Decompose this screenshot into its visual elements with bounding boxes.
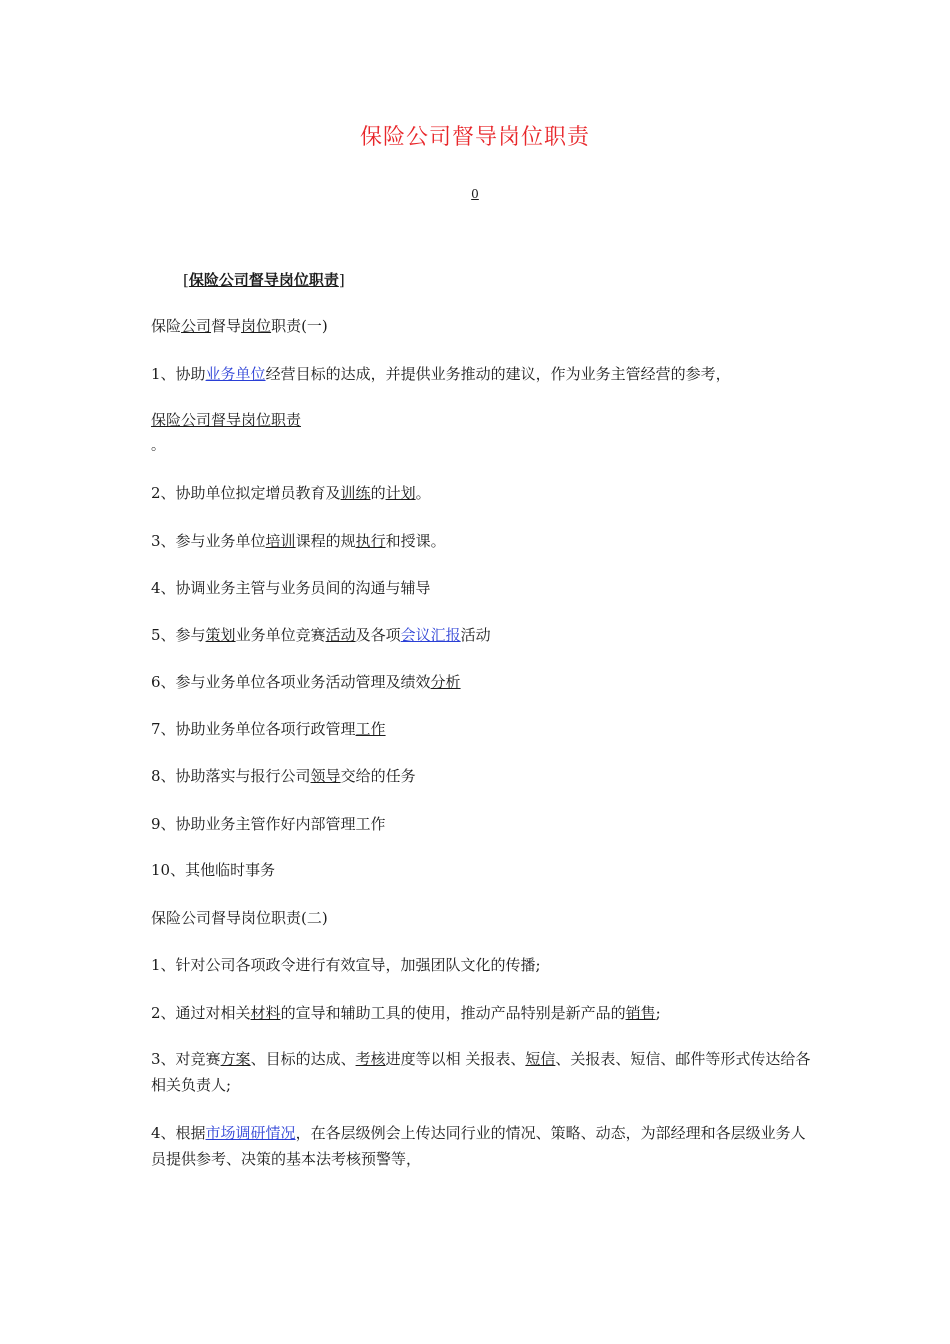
text: 督导	[211, 317, 242, 335]
text: 3、对竞赛	[151, 1050, 221, 1068]
text: 交给的任务	[340, 767, 416, 785]
list-item-4: 4、协调业务主管与业务员间的沟通与辅导	[151, 579, 431, 597]
reference-link-line	[151, 407, 811, 433]
text: 、关报表、短信、邮件等形式传达给各相关负责人;	[151, 1050, 811, 1094]
text: 及各项	[355, 626, 401, 644]
bracket-heading-link[interactable]: 保险公司督导岗位职责	[188, 271, 339, 289]
period: 。	[151, 438, 165, 454]
keyword-link[interactable]: 策划	[205, 626, 236, 644]
text: 职责(一)	[271, 317, 328, 335]
bracket-close: ]	[338, 271, 345, 289]
keyword-link[interactable]: 岗位	[241, 317, 272, 335]
text: 经营目标的达成，并提供业务推动的建议，作为业务主管经营的参考，	[265, 365, 731, 383]
text: 和授课。	[385, 532, 446, 550]
list-item-9: 9、协助业务主管作好内部管理工作	[151, 815, 386, 833]
text: 进度等以相 关报表、	[385, 1050, 526, 1068]
text: 6、参与业务单位各项业务活动管理及绩效	[151, 673, 431, 691]
text: 5、参与	[151, 626, 206, 644]
keyword-link[interactable]: 执行	[355, 532, 386, 550]
keyword-link[interactable]: 方案	[220, 1050, 251, 1068]
keyword-link[interactable]: 培训	[265, 532, 296, 550]
keyword-link[interactable]: 领导	[310, 767, 341, 785]
list-item-1	[151, 361, 811, 387]
keyword-link[interactable]: 短信	[525, 1050, 556, 1068]
text: 4、根据	[151, 1124, 206, 1142]
text: ，在各层级例会上传达同行业的情况、策略、动态，为部经理和各层级业务人员提供参考、决策的基本法考核预警等，	[151, 1124, 806, 1168]
text: 保险	[151, 317, 182, 335]
keyword-link[interactable]: 材料	[250, 1004, 281, 1022]
list-item-10: 10、其他临时事务	[151, 861, 276, 879]
text: 的	[370, 484, 386, 502]
keyword-link[interactable]: 公司	[181, 317, 212, 335]
list-item-8	[151, 763, 811, 789]
keyword-link[interactable]: 训练	[340, 484, 371, 502]
keyword-link[interactable]: 计划	[385, 484, 416, 502]
keyword-link[interactable]: 工作	[355, 720, 386, 738]
bracket-open: [	[183, 271, 189, 289]
section2-item-2	[151, 1000, 811, 1026]
text: 。	[415, 484, 431, 502]
text: 、目标的达成、	[250, 1050, 356, 1068]
text: 业务单位竞赛	[235, 626, 326, 644]
list-item-7	[151, 716, 811, 742]
text: 7、协助业务单位各项行政管理	[151, 720, 356, 738]
document-title: 保险公司督导岗位职责	[359, 125, 590, 150]
text: 3、参与业务单位	[151, 532, 266, 550]
section-heading-1	[151, 313, 811, 339]
page-marker: 0	[471, 187, 479, 201]
text: 1、协助	[151, 365, 206, 383]
keyword-link[interactable]: 活动	[325, 626, 356, 644]
section-heading-2: 保险公司督导岗位职责(二)	[151, 909, 328, 927]
meeting-report-link[interactable]: 会议汇报	[400, 626, 461, 644]
business-unit-link[interactable]: 业务单位	[205, 365, 266, 383]
section2-item-3	[151, 1046, 811, 1098]
keyword-link[interactable]: 分析	[430, 673, 461, 691]
text: 的宣导和辅助工具的使用，推动产品特别是新产品的	[280, 1004, 626, 1022]
text: 8、协助落实与报行公司	[151, 767, 311, 785]
text: 活动	[460, 626, 491, 644]
keyword-link[interactable]: 考核	[355, 1050, 386, 1068]
section2-item-1: 1、针对公司各项政令进行有效宣导，加强团队文化的传播;	[151, 956, 541, 974]
list-item-5	[151, 622, 811, 648]
list-item-6	[151, 669, 811, 695]
text: 2、协助单位拟定增员教育及	[151, 484, 341, 502]
text: 课程的规	[295, 532, 356, 550]
reference-link[interactable]: 保险公司督导岗位职责	[151, 411, 302, 429]
section2-item-4	[151, 1120, 811, 1172]
text: 2、通过对相关	[151, 1004, 251, 1022]
market-research-link[interactable]: 市场调研情况	[205, 1124, 296, 1142]
list-item-2	[151, 480, 811, 506]
list-item-3	[151, 528, 811, 554]
bracket-heading	[183, 267, 843, 293]
text: ;	[655, 1004, 661, 1022]
keyword-link[interactable]: 销售	[625, 1004, 656, 1022]
